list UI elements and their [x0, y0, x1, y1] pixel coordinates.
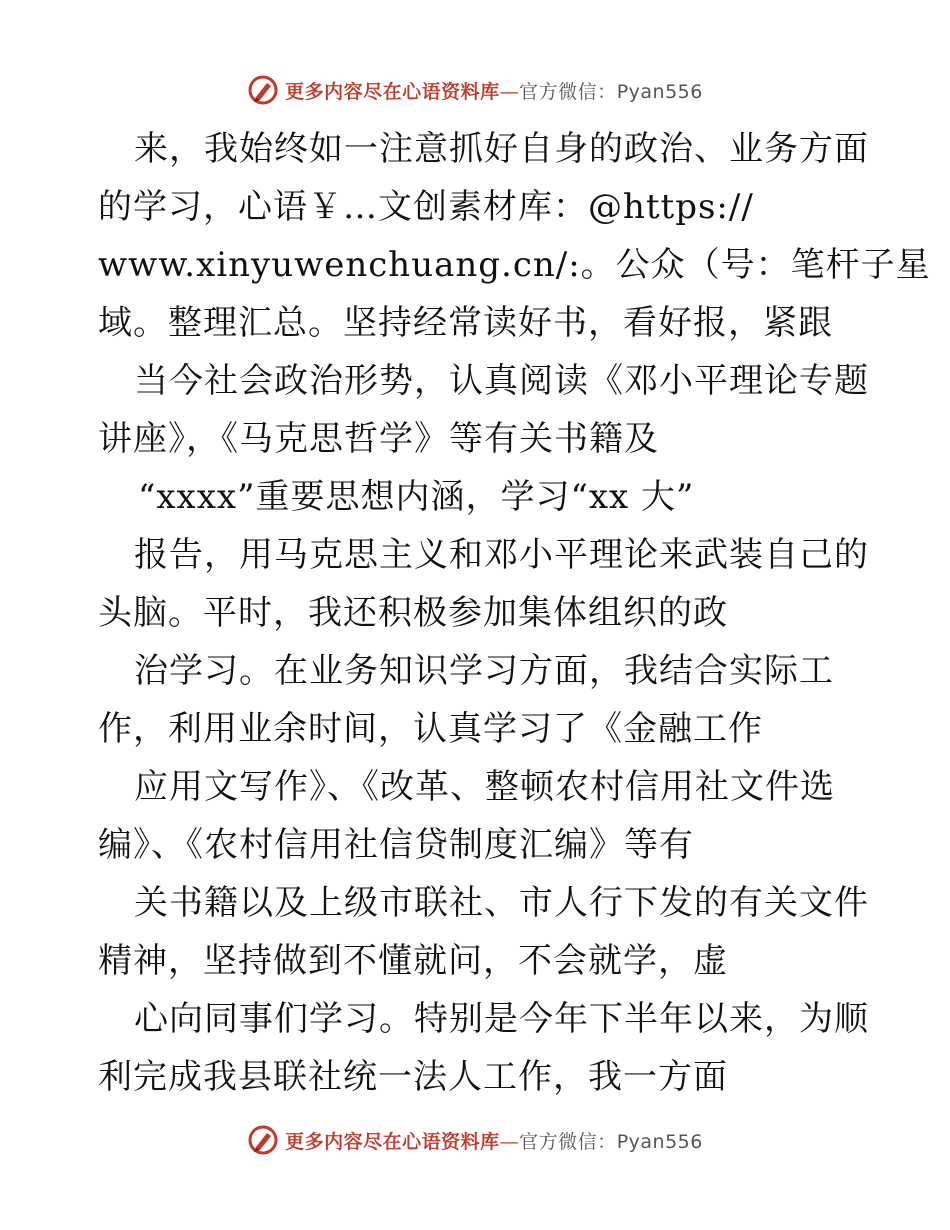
watermark-text: [285, 1127, 703, 1154]
footer-watermark: [0, 1120, 950, 1160]
watermark-brand: 更多内容尽在心语资料库: [285, 80, 500, 103]
text-line: 应用文写作》、《改革、整顿农村信用社文件选: [134, 767, 835, 807]
text-line: 利完成我县联社统一法人工作，我一方面: [98, 1057, 728, 1097]
document-body: [98, 120, 931, 1106]
text-line: 编》、《农村信用社信贷制度汇编》等有: [98, 825, 694, 865]
watermark-id: Pyan556: [616, 80, 703, 103]
text-line: 讲座》，《马克思哲学》等有关书籍及: [98, 419, 659, 459]
text-line: 心向同事们学习。特别是今年下半年以来，为顺: [134, 999, 869, 1039]
pen-logo-icon: [247, 1124, 279, 1156]
watermark-id: Pyan556: [616, 1130, 703, 1153]
watermark-text: [285, 77, 703, 104]
watermark-official: 官方微信：: [519, 80, 617, 103]
text-line: 来，我始终如一注意抓好自身的政治、业务方面: [134, 129, 869, 169]
text-line: 精神，坚持做到不懂就问，不会就学，虚: [98, 941, 728, 981]
text-line: 当今社会政治形势，认真阅读《邓小平理论专题: [134, 361, 869, 401]
text-line: 域。整理汇总。坚持经常读好书，看好报，紧跟: [98, 303, 833, 343]
header-watermark: [0, 70, 950, 110]
watermark-dash: —: [499, 80, 520, 103]
text-line: 头脑。平时，我还积极参加集体组织的政: [98, 593, 728, 633]
text-line: www.xinyuwenchuang.cn/:。公众（号：笔杆子星: [98, 245, 931, 285]
text-line: “xxxx”重要思想内涵，学习“xx 大”: [138, 477, 695, 517]
watermark-dash: —: [499, 1130, 520, 1153]
text-line: 的学习，心语￥…文创素材库：@https://: [98, 187, 754, 227]
watermark-brand: 更多内容尽在心语资料库: [285, 1130, 500, 1153]
text-line: 关书籍以及上级市联社、市人行下发的有关文件: [134, 883, 869, 923]
text-line: 报告，用马克思主义和邓小平理论来武装自己的: [134, 535, 869, 575]
pen-logo-icon: [247, 74, 279, 106]
text-line: 作，利用业余时间，认真学习了《金融工作: [98, 709, 763, 749]
text-line: 治学习。在业务知识学习方面，我结合实际工: [134, 651, 834, 691]
watermark-official: 官方微信：: [519, 1130, 617, 1153]
